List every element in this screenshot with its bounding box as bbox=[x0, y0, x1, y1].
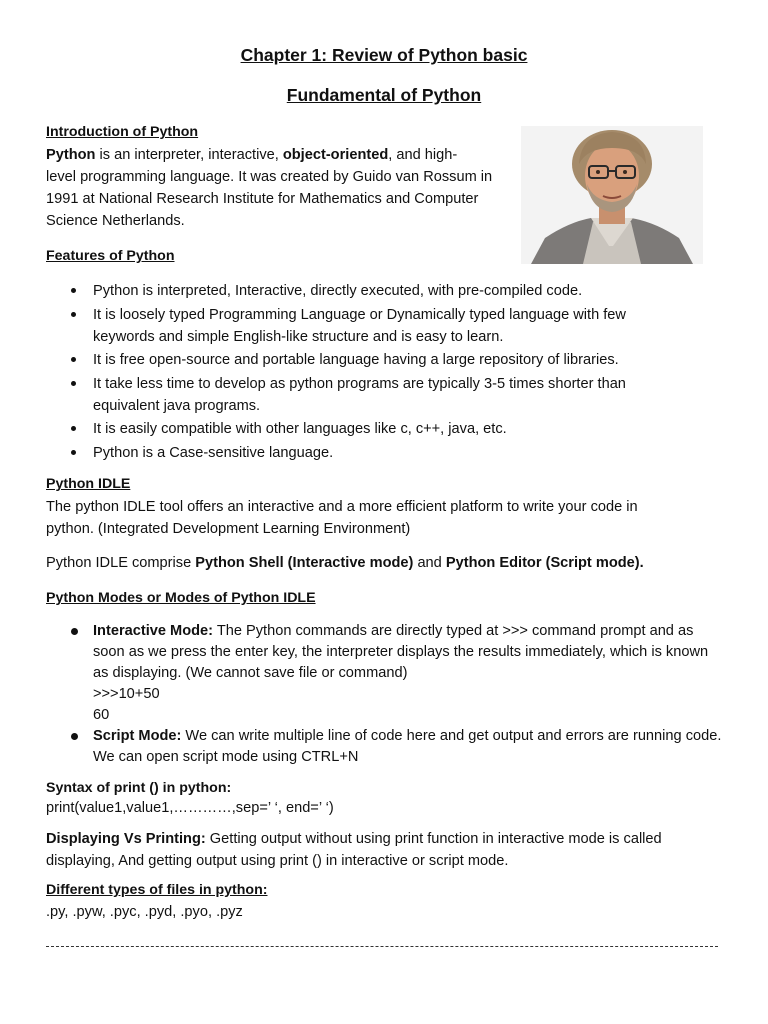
display-paragraph bbox=[46, 828, 736, 872]
modes-heading: Python Modes or Modes of Python IDLE bbox=[46, 590, 316, 606]
display-line-2: displaying, And getting output using print () in interactive or script mode. bbox=[46, 853, 509, 869]
idle-line-2: python. (Integrated Development Learning Environment) bbox=[46, 521, 411, 537]
python-editor-term: Python Editor (Script mode). bbox=[445, 555, 644, 571]
syntax-heading: Syntax of print () in python: bbox=[46, 780, 232, 796]
intro-line-3: 1991 at National Research Institute for Mathematics and Computer bbox=[46, 191, 479, 207]
interactive-mode-text: The Python commands are directly typed at >>> command prompt and as soon as we press the enter key, the interpreter displays the results immediately, which is known as displaying. (We cannot save file or command) bbox=[93, 623, 709, 681]
features-heading: Features of Python bbox=[46, 248, 175, 264]
list-item bbox=[46, 621, 724, 726]
list-item: It is free open-source and portable language having a large repository of libraries. bbox=[46, 349, 686, 371]
list-item: It is loosely typed Programming Language or Dynamically typed language with few keywords and simple English-like structure and is easy to learn. bbox=[46, 304, 686, 348]
dashed-divider bbox=[46, 946, 718, 947]
idle-heading: Python IDLE bbox=[46, 476, 131, 492]
list-item bbox=[46, 726, 724, 768]
guido-portrait-image bbox=[521, 126, 703, 264]
intro-line-4: Science Netherlands. bbox=[46, 213, 185, 229]
display-label: Displaying Vs Printing: bbox=[46, 831, 206, 847]
list-item: Python is a Case-sensitive language. bbox=[46, 442, 686, 464]
script-mode-label: Script Mode: bbox=[93, 728, 182, 744]
example-output: 60 bbox=[93, 707, 110, 723]
intro-line-2: level programming language. It was created by Guido van Rossum in bbox=[46, 169, 493, 185]
features-list bbox=[46, 280, 686, 465]
list-item: It is easily compatible with other languages like c, c++, java, etc. bbox=[46, 418, 686, 440]
list-item: It take less time to develop as python programs are typically 3-5 times shorter than equivalent java programs. bbox=[46, 373, 686, 417]
object-oriented-term: object-oriented bbox=[282, 147, 389, 163]
chapter-title: Chapter 1: Review of Python basic bbox=[240, 45, 528, 65]
display-text: Getting output without using print function in interactive mode is called bbox=[205, 831, 662, 847]
list-item: Python is interpreted, Interactive, directly executed, with pre-compiled code. bbox=[46, 280, 686, 302]
python-shell-term: Python Shell (Interactive mode) bbox=[195, 555, 414, 571]
script-mode-text: We can write multiple line of code here and get output and errors are running code. We can open script mode using CTRL+N bbox=[93, 728, 722, 765]
intro-text-tail: , and high- bbox=[388, 147, 458, 163]
files-heading: Different types of files in python: bbox=[46, 882, 268, 898]
file-types: .py, .pyw, .pyc, .pyd, .pyo, .pyz bbox=[46, 904, 243, 920]
intro-line-1 bbox=[46, 144, 516, 166]
example-input: >>>10+50 bbox=[93, 686, 160, 702]
syntax-code: print(value1,value1,…………,sep=’ ‘, end=’ ‘) bbox=[46, 800, 334, 816]
idle-comprise bbox=[46, 552, 726, 574]
page-subtitle: Fundamental of Python bbox=[286, 85, 482, 105]
intro-heading: Introduction of Python bbox=[46, 124, 199, 140]
idle-paragraph bbox=[46, 496, 726, 540]
intro-text: is an interpreter, interactive, bbox=[95, 147, 283, 163]
interactive-mode-label: Interactive Mode: bbox=[93, 623, 214, 639]
modes-list bbox=[46, 621, 724, 768]
python-term: Python bbox=[46, 147, 96, 163]
idle-line-1: The python IDLE tool offers an interactive and a more efficient platform to write your code in bbox=[46, 499, 638, 515]
display-line-1 bbox=[46, 828, 736, 850]
idle-comprise-text: Python IDLE comprise bbox=[46, 555, 196, 571]
idle-comprise-and: and bbox=[413, 555, 446, 571]
intro-paragraph bbox=[46, 144, 516, 232]
author-photo bbox=[521, 126, 703, 264]
